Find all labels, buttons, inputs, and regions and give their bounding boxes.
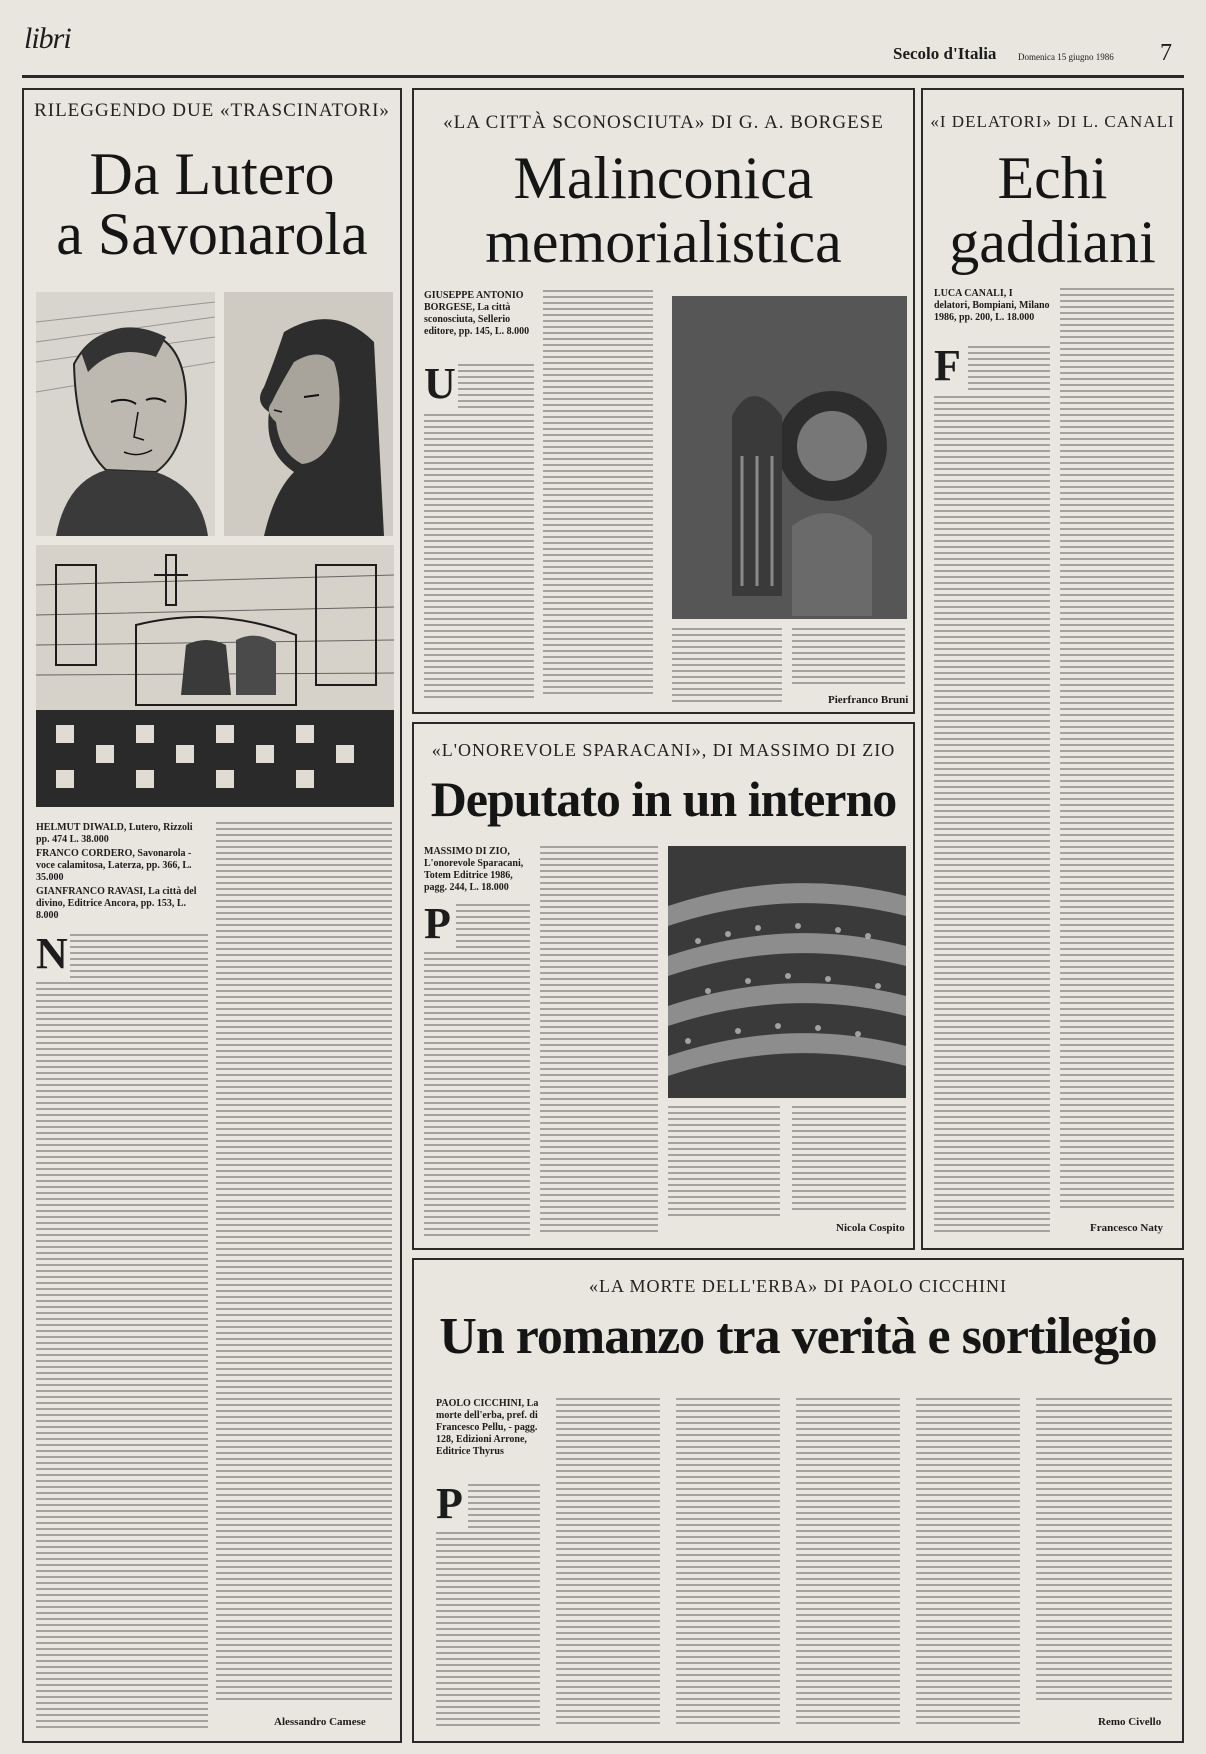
article-dizio-author: Nicola Cospito [836,1222,905,1234]
newspaper-name: Secolo d'Italia [893,44,997,63]
article-dizio-text-col-4 [792,1106,906,1212]
engraving-illustration [36,545,394,807]
article-borgese-dropcap: U [424,359,456,408]
article-cicchini-byline: PAOLO CICCHINI, La morte dell'erba, pref. di Francesco Pellu, - pagg. 128, Edizioni Arrone, Editrice Thyrus [436,1398,539,1457]
article-borgese-headline-1: Malinconica [513,145,814,211]
article-lutero-byline-2: FRANCO CORDERO, Savonarola - voce calamitosa, Laterza, pp. 366, L. 35.000 [36,848,192,883]
article-lutero-headline-2: a Savonarola [56,201,368,267]
article-cicchini-kicker: «LA MORTE DELL'ERBA» DI PAOLO CICCHINI [589,1276,1007,1296]
article-dizio-text-col-1b [424,952,530,1236]
article-lutero-text-col-1 [70,934,208,978]
article-lutero-text-col-1b [36,982,208,1732]
article-dizio-text-col-3 [668,1106,780,1220]
article-canali-headline-1: Echi [997,145,1108,211]
article-dizio-byline: MASSIMO DI ZIO, L'onorevole Sparacani, Totem Editrice 1986, pagg. 244, L. 18.000 [424,846,524,893]
article-lutero-text-col-2 [216,822,392,1704]
article-cicchini-text-col-3 [676,1398,780,1728]
article-canali-dropcap: F [934,341,961,390]
article-dizio-text-col-2 [540,846,658,1236]
article-lutero-byline-3: GIANFRANCO RAVASI, La città del divino, Editrice Ancora, pp. 153, L. 8.000 [36,886,197,921]
article-cicchini-text-col-5 [916,1398,1020,1728]
article-cicchini-text-col-6 [1036,1398,1172,1704]
article-lutero-headline-1: Da Lutero [89,141,335,207]
article-canali-headline-2: gaddiani [949,209,1156,275]
article-borgese-kicker: «LA CITTÀ SCONOSCIUTA» DI G. A. BORGESE [443,112,884,133]
article-canali-text-col-1a [968,346,1050,392]
section-title: libri [24,22,71,55]
article-borgese-text-col-1a [458,364,534,410]
article-dizio-kicker: «L'ONOREVOLE SPARACANI», DI MASSIMO DI ZIO [431,740,896,760]
article-borgese-text-col-4 [792,628,905,688]
luther-portrait [36,292,215,536]
article-dizio-dropcap: P [424,899,451,948]
article-lutero-byline-1: HELMUT DIWALD, Lutero, Rizzoli pp. 474 L. 38.000 [36,822,193,845]
article-borgese-headline-2: memorialistica [485,209,842,275]
article-cicchini-dropcap: P [436,1479,463,1528]
article-canali-text-col-1b [934,396,1050,1236]
article-borgese-text-col-3 [672,628,782,704]
article-cicchini-text-col-4 [796,1398,900,1728]
page-number: 7 [1160,40,1172,66]
savonarola-portrait [224,292,393,536]
article-canali-kicker: «I DELATORI» DI L. CANALI [930,112,1175,131]
article-cicchini-text-col-1a [468,1484,540,1528]
article-borgese-photo [672,296,907,619]
article-canali-author: Francesco Naty [1090,1222,1164,1234]
article-canali-text-col-2 [1060,288,1174,1208]
article-dizio-headline: Deputato in un interno [430,771,897,827]
article-borgese-text-col-2 [543,290,653,698]
article-lutero-kicker: RILEGGENDO DUE «TRASCINATORI» [34,100,390,121]
header-rule [22,75,1184,78]
article-dizio-text-col-1a [456,904,530,948]
article-lutero-dropcap: N [36,929,68,978]
article-borgese-text-col-1b [424,414,534,698]
article-dizio-photo [668,846,906,1098]
article-borgese-author: Pierfranco Bruni [828,694,909,706]
article-canali-byline: LUCA CANALI, I delatori, Bompiani, Milano 1986, pp. 200, L. 18.000 [934,288,1050,323]
article-borgese-byline: GIUSEPPE ANTONIO BORGESE, La città sconosciuta, Sellerio editore, pp. 145, L. 8.000 [424,290,530,337]
article-cicchini-text-col-2 [556,1398,660,1728]
article-lutero-author: Alessandro Camese [274,1716,366,1728]
issue-date: Domenica 15 giugno 1986 [1018,52,1114,62]
article-cicchini-headline: Un romanzo tra verità e sortilegio [439,1308,1157,1365]
article-cicchini-text-col-1b [436,1532,540,1728]
article-cicchini-author: Remo Civello [1098,1716,1162,1728]
